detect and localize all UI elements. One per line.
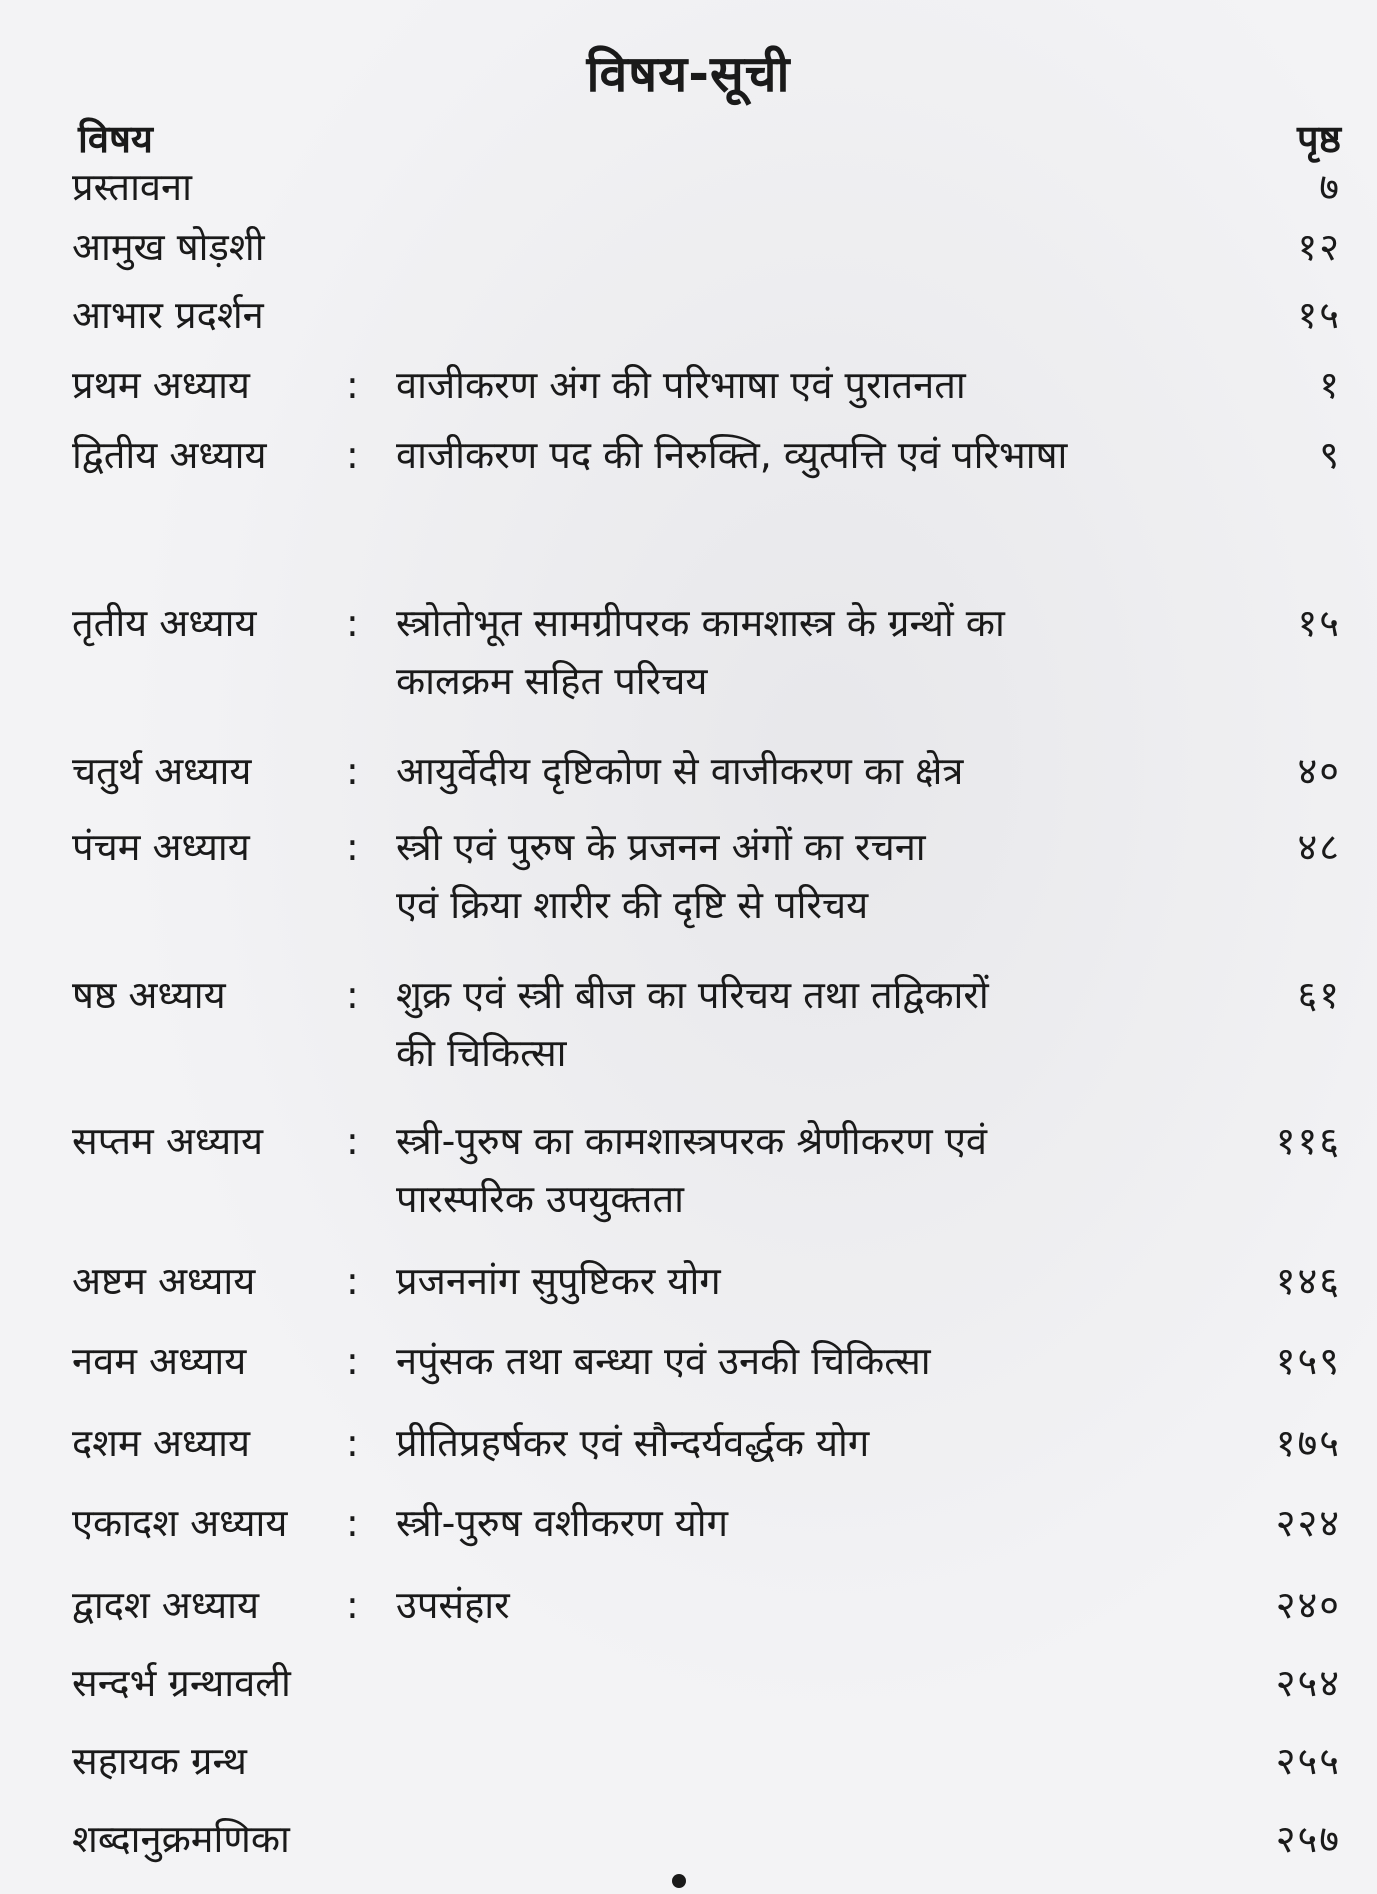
toc-description-line: शुक्र एवं स्त्री बीज का परिचय तथा तद्विकारों [396,973,989,1017]
toc-subject: षष्ठ अध्याय [72,973,226,1017]
toc-page-number: ४८ [1297,825,1341,869]
toc-page-number: १५ [1297,293,1341,337]
toc-description-line: की चिकित्सा [396,1031,567,1075]
toc-description [396,1414,1216,1472]
toc-colon: : [346,749,359,793]
toc-page-number: २२४ [1275,1501,1341,1545]
toc-description [396,594,1216,710]
toc-subject: शब्दानुक्रमणिका [72,1817,290,1861]
toc-description-line: प्रीतिप्रहर्षकर एवं सौन्दर्यवर्द्धक योग [396,1421,870,1465]
toc-colon: : [346,363,359,407]
toc-colon: : [346,1119,359,1163]
toc-description [396,1112,1216,1228]
toc-page-number: २५४ [1275,1661,1341,1705]
toc-page-number: ४० [1297,749,1341,793]
toc-colon: : [346,601,359,645]
toc-description-line: स्त्री एवं पुरुष के प्रजनन अंगों का रचना [396,825,926,869]
toc-page-number: ९ [1319,433,1341,477]
toc-description-line: स्त्री-पुरुष का कामशास्त्रपरक श्रेणीकरण एवं [396,1119,987,1163]
toc-description [396,966,1216,1082]
toc-subject: सन्दर्भ ग्रन्थावली [72,1661,291,1705]
toc-subject: आमुख षोड़शी [72,225,265,269]
page-column-header: पृष्ठ [1297,117,1341,161]
toc-colon: : [346,1421,359,1465]
toc-colon: : [346,1259,359,1303]
toc-subject: सप्तम अध्याय [72,1119,264,1163]
toc-description-line: नपुंसक तथा बन्ध्या एवं उनकी चिकित्सा [396,1339,931,1383]
toc-page-number: १४६ [1275,1259,1341,1303]
toc-colon: : [346,825,359,869]
toc-description-line: स्त्री-पुरुष वशीकरण योग [396,1501,729,1545]
toc-page-number: २५५ [1275,1739,1341,1783]
toc-page-number: १७५ [1275,1421,1341,1465]
toc-subject: नवम अध्याय [72,1339,247,1383]
toc-page-number: १ [1319,363,1341,407]
toc-description [396,1252,1216,1310]
toc-description [396,426,1216,484]
toc-description-line: पारस्परिक उपयुक्तता [396,1177,684,1221]
toc-description [396,1332,1216,1390]
toc-subject: अष्टम अध्याय [72,1259,256,1303]
toc-subject: द्वितीय अध्याय [72,433,267,477]
toc-description [396,1576,1216,1634]
toc-subject: पंचम अध्याय [72,825,250,869]
toc-description-line: आयुर्वेदीय दृष्टिकोण से वाजीकरण का क्षेत्र [396,749,964,793]
toc-colon: : [346,1339,359,1383]
toc-colon: : [346,433,359,477]
toc-description [396,818,1216,934]
page-mark [672,1874,686,1888]
toc-description [396,356,1216,414]
toc-description-line: प्रजननांग सुपुष्टिकर योग [396,1259,721,1303]
toc-description-line: कालक्रम सहित परिचय [396,659,708,703]
toc-colon: : [346,1501,359,1545]
toc-subject: एकादश अध्याय [72,1501,288,1545]
toc-subject: प्रथम अध्याय [72,363,250,407]
toc-subject: सहायक ग्रन्थ [72,1739,247,1783]
toc-subject: तृतीय अध्याय [72,601,257,645]
toc-subject: प्रस्तावना [72,165,192,209]
toc-page-number: १२ [1297,225,1341,269]
toc-page-number: ६१ [1297,973,1341,1017]
toc-page-number: १५ [1297,601,1341,645]
page-title: विषय-सूची [586,45,791,103]
toc-description-line: एवं क्रिया शारीर की दृष्टि से परिचय [396,883,869,927]
toc-description [396,742,1216,800]
toc-description [396,1494,1216,1552]
toc-page-number: ११६ [1275,1119,1341,1163]
toc-subject: द्वादश अध्याय [72,1583,260,1627]
toc-description-line: वाजीकरण पद की निरुक्ति, व्युत्पत्ति एवं परिभाषा [396,433,1068,477]
toc-colon: : [346,1583,359,1627]
toc-description-line: वाजीकरण अंग की परिभाषा एवं पुरातनता [396,363,966,407]
toc-page-number: २४० [1275,1583,1341,1627]
toc-subject: दशम अध्याय [72,1421,251,1465]
toc-page-number: १५९ [1275,1339,1341,1383]
toc-description-line: स्त्रोतोभूत सामग्रीपरक कामशास्त्र के ग्रन्थों का [396,601,1005,645]
subject-column-header: विषय [78,117,153,161]
toc-page-number: ७ [1319,165,1341,209]
toc-subject: आभार प्रदर्शन [72,293,264,337]
toc-description-line: उपसंहार [396,1583,510,1627]
toc-page-number: २५७ [1275,1817,1341,1861]
toc-colon: : [346,973,359,1017]
toc-subject: चतुर्थ अध्याय [72,749,252,793]
